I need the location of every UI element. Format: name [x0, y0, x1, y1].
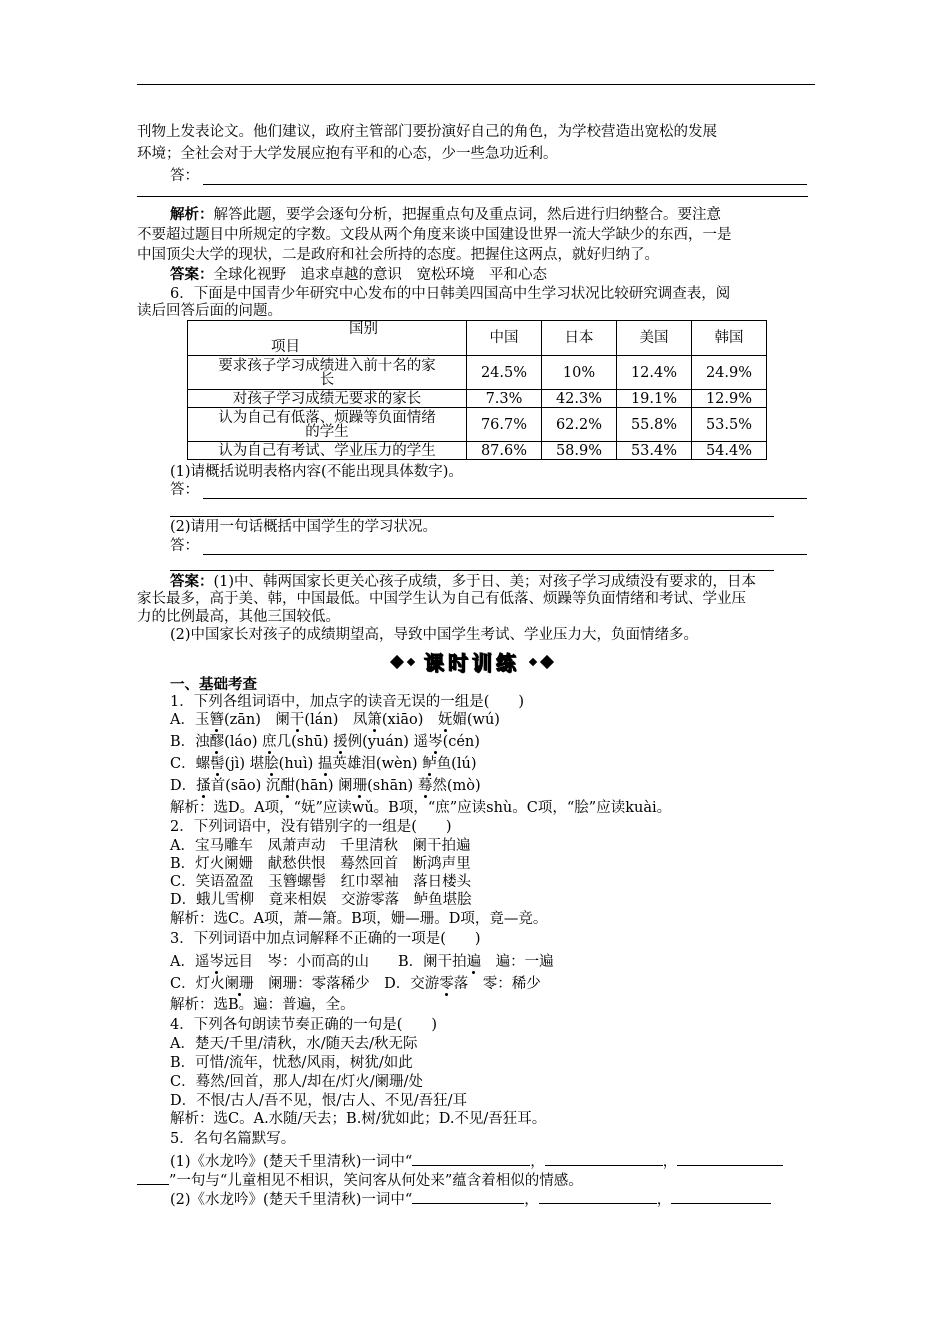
column-header: 中国: [467, 321, 542, 356]
column-header: 美国: [617, 321, 692, 356]
table-row: [188, 356, 767, 390]
fill-blank[interactable]: [677, 1150, 783, 1166]
row-label: 要求孩子学习成绩进入前十名的家 长: [188, 356, 467, 390]
table-cell: 53.5%: [692, 408, 767, 442]
answer-blank[interactable]: [170, 556, 774, 571]
key-label: 答案：: [170, 573, 214, 590]
question-6-stem: 6．下面是中国青少年研究中心发布的中日韩美四国高中生学习状况比较研究调查表，阅: [170, 286, 731, 302]
table-cell: 12.9%: [692, 390, 767, 408]
fill-blank[interactable]: [412, 1188, 524, 1204]
option-d: D．搔首(sāo) 沉酣(hān) 阑珊(shān) 蓦然(mò): [170, 778, 481, 794]
column-header: 韩国: [692, 321, 767, 356]
diamond-icon: [540, 654, 554, 668]
table-cell: 58.9%: [542, 442, 617, 460]
key-line: (2)中国家长对孩子的成绩期望高，导致中国学生考试、学业压力大，负面情绪多。: [170, 627, 699, 643]
table-cell: 54.4%: [692, 442, 767, 460]
fill-blank[interactable]: [671, 1188, 771, 1204]
question-3-stem: 3．下列词语中加点词解释不正确的一项是( ): [170, 931, 481, 947]
table-cell: 62.2%: [542, 408, 617, 442]
answer-label: 答：: [170, 538, 199, 554]
key-line: 力的比例最高，其他三国较低。: [137, 609, 340, 625]
option-b: B．浊醪(láo) 庶几(shū) 援例(yuán) 遥岑(cén): [170, 734, 480, 750]
table-cell: 53.4%: [617, 442, 692, 460]
table-cell: 12.4%: [617, 356, 692, 390]
diamond-icon: [407, 657, 415, 665]
fill-blank-line: (1)《水龙吟》(楚天千里清秋)一词中“ ， ，: [170, 1150, 848, 1172]
fill-blank-line: ”一句与“儿童相见不相识，笑问客从何处来”蕴含着相似的情感。: [137, 1169, 815, 1191]
fill-blank-line: (2)《水龙吟》(楚天千里清秋)一词中“ ， ，: [170, 1188, 848, 1210]
option-a: A．宝马雕车 凤萧声动 千里清秋 阑干拍遍: [170, 838, 471, 854]
table-cell: 19.1%: [617, 390, 692, 408]
fill-blank[interactable]: [412, 1150, 530, 1166]
answer-blank[interactable]: [203, 480, 807, 499]
survey-table: [187, 320, 767, 460]
table-row: [188, 390, 767, 408]
question-6-stem: 读后回答后面的问题。: [137, 303, 282, 319]
row-label: 认为自己有低落、烦躁等负面情绪 的学生: [188, 408, 467, 442]
passage-line: 环境；全社会对于大学发展应抱有平和的心态，少一些急功近利。: [137, 146, 558, 162]
answer-label: 答：: [170, 482, 199, 498]
answer-blank[interactable]: [137, 186, 808, 197]
analysis-line: 解析：选C。A项，萧—箫。B项，姗—珊。D项，竟—竞。: [170, 911, 548, 927]
row-label: 认为自己有考试、学业压力的学生: [188, 442, 467, 460]
option-c: C．螺髻(jì) 堪脍(huì) 揾英雄泪(wèn) 鲈鱼(lú): [170, 756, 477, 772]
column-header: 日本: [542, 321, 617, 356]
section-banner: [392, 647, 552, 676]
analysis-line: 解析：选C。A.水随/天去；B.树/犹如此；D.不见/吾狂耳。: [170, 1111, 547, 1127]
diamond-icon: [390, 654, 404, 668]
table-cell: 55.8%: [617, 408, 692, 442]
fill-blank[interactable]: [137, 1169, 169, 1185]
analysis-line: 中国顶尖大学的现状，二是政府和社会所持的态度。把握住这两点，就好归纳了。: [137, 247, 659, 263]
section-heading: 一、基础考查: [170, 676, 257, 693]
key-line: 家长最多，高于美、韩，中国最低。中国学生认为自己有低落、烦躁等负面情绪和考试、学业压: [137, 591, 746, 607]
table-cell: 87.6%: [467, 442, 542, 460]
table-cell: 24.5%: [467, 356, 542, 390]
option-a: A．楚天/千里/清秋，水/随天去/秋无际: [170, 1036, 418, 1052]
question-1-stem: 1．下列各组词语中，加点字的读音无误的一组是( ): [170, 694, 525, 710]
question-2-stem: 2．下列词语中，没有错别字的一组是( ): [170, 819, 452, 835]
option-c: C．笑语盈盈 玉簪螺髻 红巾翠袖 落日楼头: [170, 874, 472, 890]
answer-blank[interactable]: [203, 166, 807, 185]
option-cd: C．灯火阑珊 阑珊：零落稀少 D．交游零落 零：稀少: [170, 976, 541, 992]
table-cell: 7.3%: [467, 390, 542, 408]
option-b: B．可惜/流年，忧愁/风雨，树犹/如此: [170, 1055, 413, 1071]
table-corner: 国别 项目: [188, 321, 467, 356]
fill-blank[interactable]: [539, 1188, 657, 1204]
row-label: 对孩子学习成绩无要求的家长: [188, 390, 467, 408]
analysis-line: 解析：解答此题，要学会逐句分析，把握重点句及重点词，然后进行归纳整合。要注意: [170, 206, 721, 223]
diamond-icon: [529, 657, 537, 665]
question-4-stem: 4．下列各句朗读节奏正确的一句是( ): [170, 1017, 438, 1033]
analysis-line: 不要超过题目中所规定的字数。文段从两个角度来谈中国建设世界一流大学缺少的东西，一是: [137, 227, 732, 243]
table-cell: 76.7%: [467, 408, 542, 442]
table-row: [188, 408, 767, 442]
table-cell: 24.9%: [692, 356, 767, 390]
analysis-line: 解析：选B。遍：普遍，全。: [170, 997, 355, 1013]
option-d: D．蛾儿雪柳 竟来相娱 交游零落 鲈鱼堪脍: [170, 892, 472, 908]
option-a: A．玉簪(zān) 阑干(lán) 凤箫(xiāo) 妩媚(wú): [170, 712, 500, 728]
key-line: 答案：全球化视野 追求卓越的意识 宽松环境 平和心态: [170, 266, 547, 283]
question-5-stem: 5．名句名篇默写。: [170, 1131, 296, 1147]
option-ab: A．遥岑远目 岑：小而高的山 B．阑干拍遍 遍：一遍: [170, 954, 554, 970]
sub-question: (2)请用一句话概括中国学生的学习状况。: [170, 519, 438, 535]
banner-title: 课时训练: [424, 651, 520, 675]
header-rule: [137, 84, 815, 85]
key-label: 答案：: [170, 266, 214, 283]
option-c: C．蓦然/回首，那人/却在/灯火/阑珊/处: [170, 1074, 424, 1090]
analysis-line: 解析：选D。A项，“妩”应读wǔ。B项，“庶”应读shù。C项，“脍”应读kuài。: [170, 800, 672, 816]
table-cell: 42.3%: [542, 390, 617, 408]
analysis-label: 解析：: [170, 206, 214, 223]
table-cell: 10%: [542, 356, 617, 390]
key-line: 答案：(1)中、韩两国家长更关心孩子成绩，多于日、美；对孩子学习成绩没有要求的，日本: [170, 573, 757, 590]
answer-blank[interactable]: [170, 500, 774, 517]
option-b: B．灯火阑姗 献愁供恨 蓦然回首 断鸿声里: [170, 856, 471, 872]
sub-question: (1)请概括说明表格内容(不能出现具体数字)。: [170, 464, 463, 480]
table-row: [188, 442, 767, 460]
option-d: D．不恨/古人/吾不见，恨/古人、不见/吾狂/耳: [170, 1093, 468, 1109]
answer-blank[interactable]: [203, 536, 807, 555]
passage-line: 刊物上发表论文。他们建议，政府主管部门要扮演好自己的角色，为学校营造出宽松的发展: [137, 124, 717, 140]
fill-blank[interactable]: [545, 1150, 663, 1166]
answer-label: 答：: [170, 168, 199, 184]
